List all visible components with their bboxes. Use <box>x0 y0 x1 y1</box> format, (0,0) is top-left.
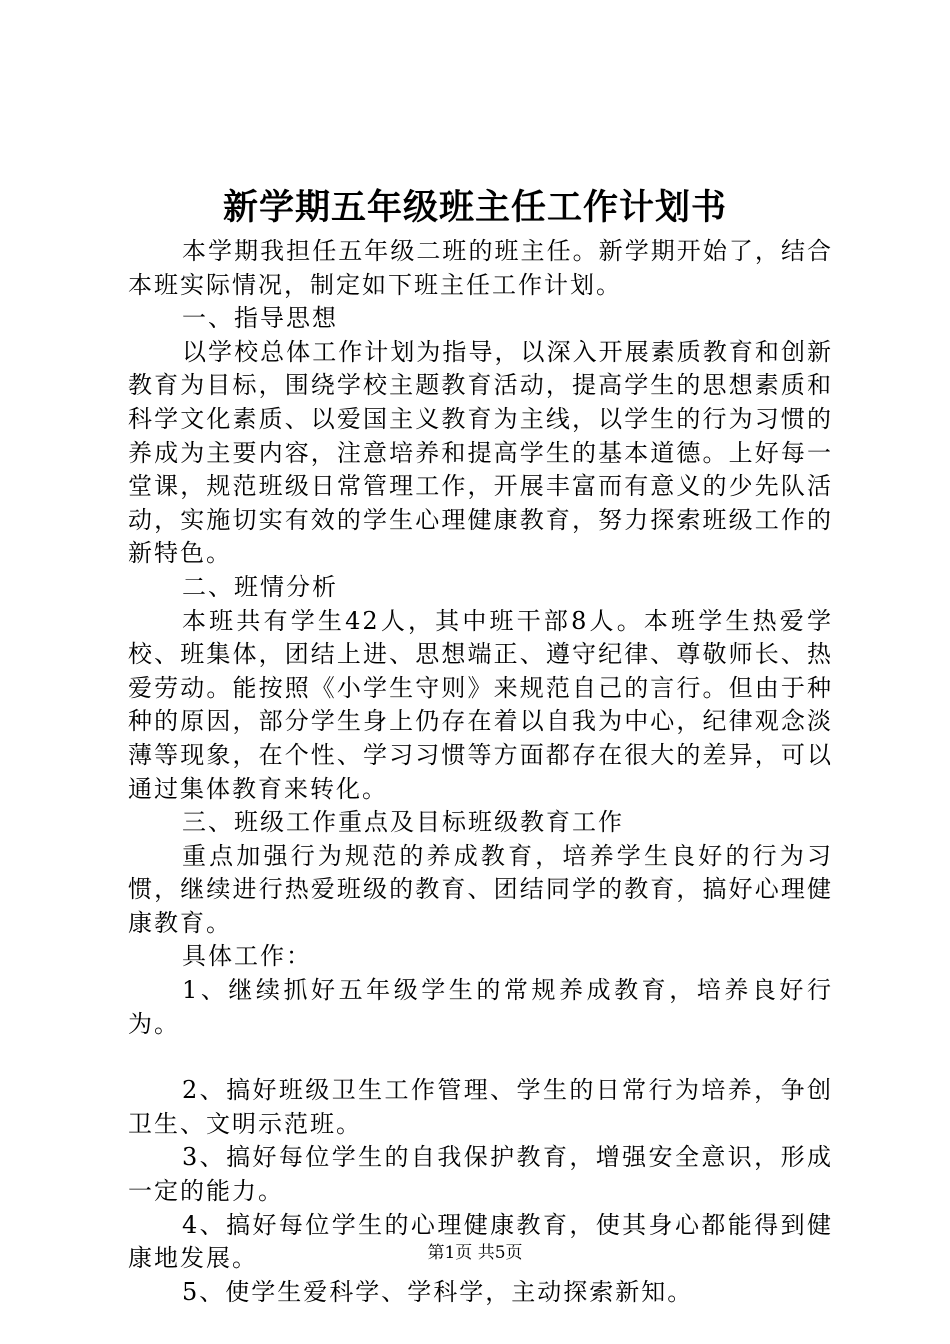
page-footer: 第1页 共5页 <box>427 1243 523 1263</box>
section-heading-class-analysis: 二、班情分析 <box>182 572 338 601</box>
section-heading-key-work: 三、班级工作重点及目标班级教育工作 <box>182 808 624 837</box>
blank-line <box>128 1041 833 1074</box>
list-item: 4、搞好每位学生的心理健康教育，使其身心都能得到健康地发展。 <box>128 1210 833 1273</box>
document-body <box>128 235 833 1309</box>
guiding-thought-paragraph: 以学校总体工作计划为指导，以深入开展素质教育和创新教育为目标，围绕学校主题教育活动，提高学生的思想素质和科学文化素质、以爱国主义教育为主线，以学生的行为习惯的养成为主要内容，注意培养和提高学生的基本道德。上好每一堂课，规范班级日常管理工作，开展丰富而有意义的少先队活动，实施切实有效的学生心理健康教育，努力探索班级工作的新特色。 <box>128 337 833 568</box>
list-item: 3、搞好每位学生的自我保护教育，增强安全意识，形成一定的能力。 <box>128 1143 833 1206</box>
list-item: 2、搞好班级卫生工作管理、学生的日常行为培养，争创卫生、文明示范班。 <box>128 1076 833 1138</box>
key-work-paragraph: 重点加强行为规范的养成教育，培养学生良好的行为习惯，继续进行热爱班级的教育、团结同学的教育，搞好心理健康教育。 <box>128 841 833 937</box>
list-item: 1、继续抓好五年级学生的常规养成教育，培养良好行为。 <box>128 976 833 1038</box>
intro-paragraph: 本学期我担任五年级二班的班主任。新学期开始了，结合本班实际情况，制定如下班主任工作计划。 <box>128 237 833 299</box>
document-title: 新学期五年级班主任工作计划书 <box>222 187 727 228</box>
section-heading-guiding-thought: 一、指导思想 <box>182 304 338 333</box>
class-analysis-paragraph: 本班共有学生42人，其中班干部8人。本班学生热爱学校、班集体，团结上进、思想端正、遵守纪律、尊敬师长、热爱劳动。能按照《小学生守则》来规范自己的言行。但由于种种的原因，部分学生身上仍存在着以自我为中心，纪律观念淡薄等现象，在个性、学习习惯等方面都存在很大的差异，可以通过集体教育来转化。 <box>128 606 833 803</box>
list-item: 5、使学生爱科学、学科学，主动探索新知。 <box>182 1277 694 1306</box>
specific-work-label: 具体工作： <box>182 942 312 971</box>
